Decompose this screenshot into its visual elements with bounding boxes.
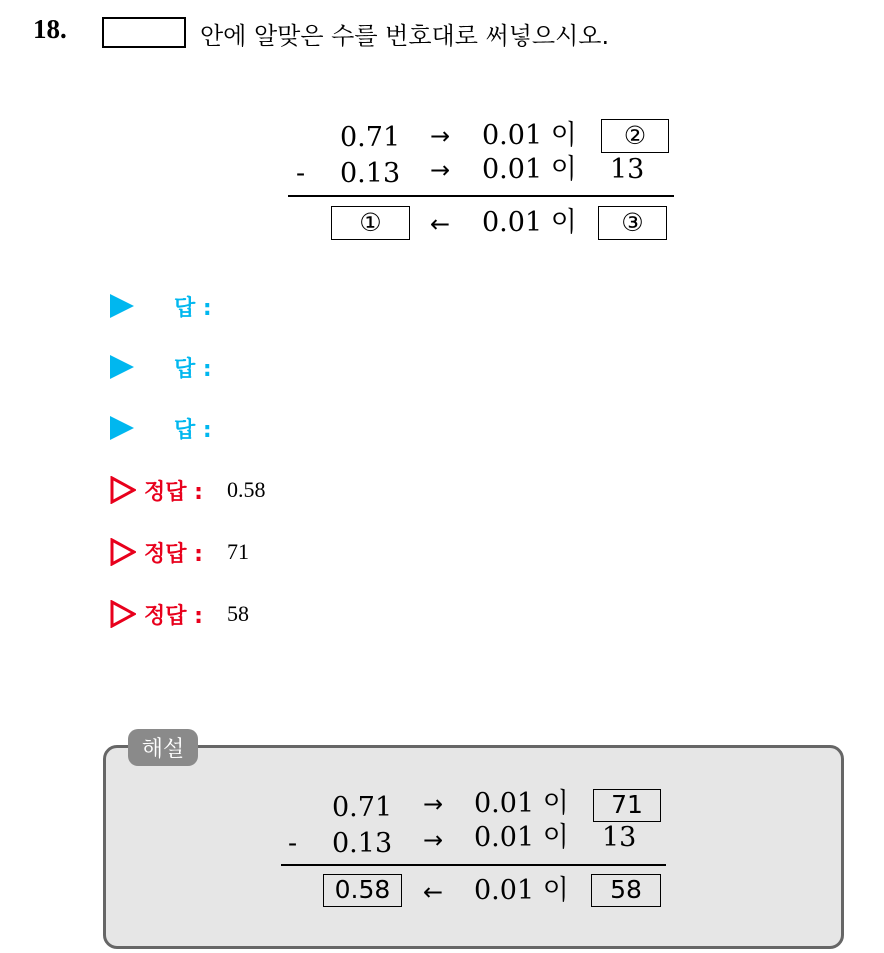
problem-row3-unit: 0.01 이 [482, 207, 577, 238]
question-text: 안에 알맞은 수를 번호대로 써넣으시오. [200, 22, 610, 50]
play-triangle-icon [110, 416, 134, 440]
right-arrow-icon: → [430, 122, 451, 150]
explanation-row2-unit: 0.01 이 [474, 822, 569, 853]
play-triangle-icon [110, 294, 134, 318]
problem-row1-unit: 0.01 이 [482, 120, 577, 151]
correct-answer-row [110, 597, 249, 631]
answer-label: 답 : [174, 417, 212, 443]
problem-row2-number: 0.13 [340, 158, 401, 189]
right-arrow-icon: → [423, 790, 444, 818]
explanation-panel [103, 745, 844, 949]
explanation-tab: 해설 [128, 729, 198, 766]
left-arrow-icon: ← [423, 878, 444, 906]
problem-row3-right-box: ③ [598, 206, 667, 240]
correct-answer-value: 0.58 [226, 477, 266, 502]
right-arrow-icon: → [430, 156, 451, 184]
problem-row2-value: 13 [610, 154, 645, 185]
correct-answer-value: 58 [226, 601, 249, 626]
correct-answer-value: 71 [226, 539, 249, 564]
answer-label: 답 : [174, 356, 212, 382]
answer-row [110, 350, 212, 384]
problem-row1-number: 0.71 [340, 122, 401, 153]
outline-triangle-icon [110, 600, 136, 628]
left-arrow-icon: ← [430, 210, 451, 238]
answer-label: 답 : [174, 295, 212, 321]
problem-row1-box: ② [601, 119, 669, 153]
correct-answer-label: 정답 : [144, 603, 203, 629]
minus-sign: - [296, 158, 306, 189]
explanation-row1-number: 0.71 [332, 792, 393, 823]
right-arrow-icon: → [423, 826, 444, 854]
explanation-row3-left-box: 0.58 [323, 874, 402, 907]
question-number: 18. [33, 14, 67, 44]
problem-row2-unit: 0.01 이 [482, 154, 577, 185]
explanation-row1-unit: 0.01 이 [474, 788, 569, 819]
correct-answer-row [110, 535, 249, 569]
answer-row [110, 289, 212, 323]
problem-row3-left-box: ① [331, 206, 410, 240]
explanation-row2-number: 0.13 [332, 828, 393, 859]
answer-row [110, 411, 212, 445]
explanation-row3-right-box: 58 [591, 874, 661, 907]
problem-block [0, 0, 884, 260]
correct-answer-label: 정답 : [144, 541, 203, 567]
explanation-row2-value: 13 [602, 822, 637, 853]
outline-triangle-icon [110, 476, 136, 504]
correct-answer-row [110, 473, 265, 507]
sum-line [288, 195, 674, 197]
explanation-row1-box: 71 [593, 789, 661, 822]
correct-answer-label: 정답 : [144, 479, 203, 505]
outline-triangle-icon [110, 538, 136, 566]
minus-sign: - [288, 828, 298, 859]
explanation-row3-unit: 0.01 이 [474, 875, 569, 906]
play-triangle-icon [110, 355, 134, 379]
